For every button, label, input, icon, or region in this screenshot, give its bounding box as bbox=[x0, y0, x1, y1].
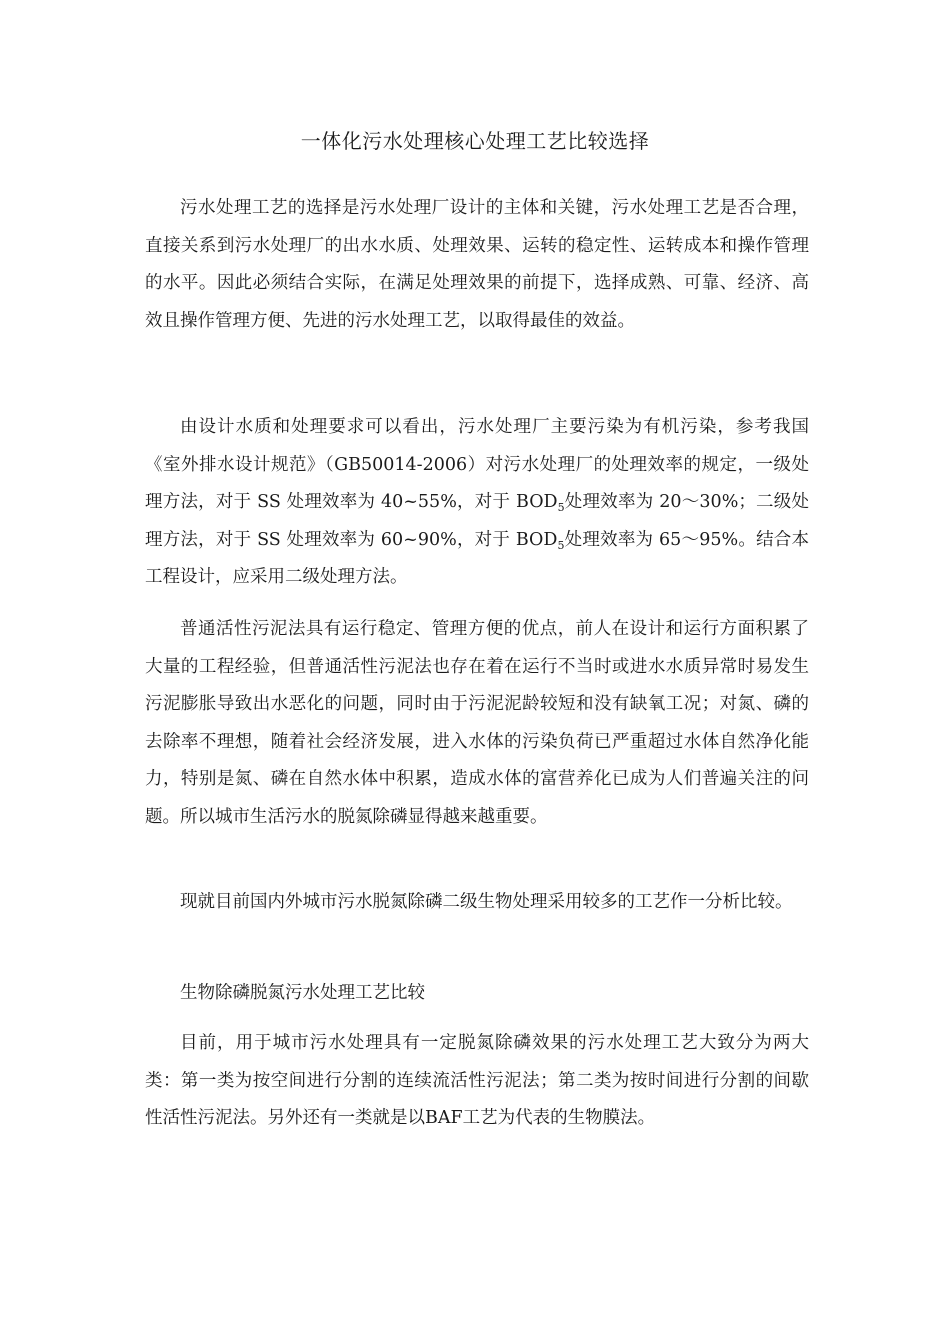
paragraph-process-selection: 污水处理工艺的选择是污水处理厂设计的主体和关键，污水处理工艺是否合理，直接关系到污水处理厂的出水水质、处理效果、运转的稳定性、运转成本和操作管理的水平。因此必须结合实际，在满足处理效果的前提下，选择成熟、可靠、经济、高效且操作管理方便、先进的污水处理工艺，以取得最佳的效益。 bbox=[145, 198, 809, 331]
paragraph-process-categories: 目前，用于城市污水处理具有一定脱氮除磷效果的污水处理工艺大致分为两大类：第一类为按空间进行分割的连续流活性污泥法；第二类为按时间进行分割的间歇性活性污泥法。另外还有一类就是以BAF工艺为代表的生物膜法。 bbox=[145, 1033, 809, 1128]
paragraph-text-segment: 处理效率为 20～30%；二级处理方法，对于 SS 处理效率为 60~90%，对于 BOD bbox=[145, 492, 809, 550]
paragraph-activated-sludge: 普通活性污泥法具有运行稳定、管理方便的优点，前人在设计和运行方面积累了大量的工程经验，但普通活性污泥法也存在着在运行不当时或进水水质异常时易发生污泥膨胀导致出水恶化的问题，同时由于污泥泥龄较短和没有缺氧工况；对氮、磷的去除率不理想，随着社会经济发展，进入水体的污染负荷已严重超过水体自然净化能力，特别是氮、磷在自然水体中积累，造成水体的富营养化已成为人们普遍关注的问题。所以城市生活污水的脱氮除磷显得越来越重要。 bbox=[145, 619, 809, 827]
paragraph-analysis-intro: 现就目前国内外城市污水脱氮除磷二级生物处理采用较多的工艺作一分析比较。 bbox=[180, 892, 793, 912]
subscript-5: 5 bbox=[557, 538, 565, 552]
paragraph-text-segment: 由设计水质和处理要求可以看出，污水处理厂主要污染为有机污染，参考我国《室外排水设计规范》（GB50014-2006）对污水处理厂的处理效率的规定，一级处理方法，对于 SS 处理效率为 40~55%，对于 BOD bbox=[145, 417, 809, 512]
section-heading: 生物除磷脱氮污水处理工艺比较 bbox=[180, 983, 425, 1003]
subscript-5: 5 bbox=[557, 501, 565, 514]
paragraph-text-segment: 处理效率为 65～95%。结合本工程设计，应采用二级处理方法。 bbox=[145, 529, 810, 587]
paragraph-treatment-efficiency bbox=[145, 409, 809, 597]
document-title: 一体化污水处理核心处理工艺比较选择 bbox=[300, 129, 650, 153]
